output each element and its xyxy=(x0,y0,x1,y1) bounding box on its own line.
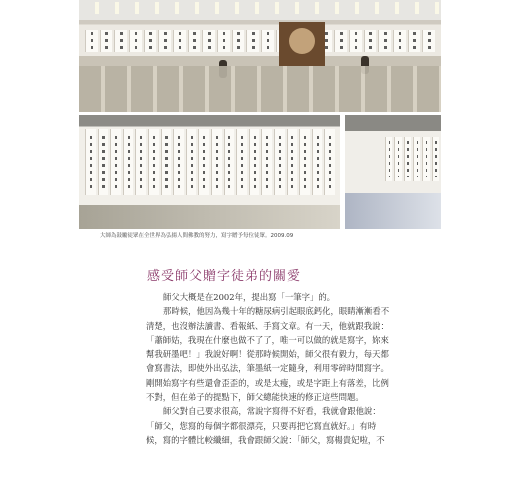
body-line: 幫我研墨吧！」我說好啊！從那時候開始，師父很有毅力，每天都 xyxy=(146,349,389,360)
ceiling-lights xyxy=(79,2,441,14)
photo-caption: 大師為鼓勵徒眾在全世界為弘揚人間佛教的努力，寫字贈予每位徒眾。2009.09 xyxy=(100,233,294,239)
body-line: 那時候，他因為幾十年的糖尿病引起眼底鈣化，眼睛漸漸看不 xyxy=(163,306,390,317)
body-line: 候，寫的字體比較纖細，我會跟師父說：「師父，寫楊貴妃啦，不 xyxy=(146,434,385,445)
article-body xyxy=(146,290,402,447)
body-line: 「師父，您寫的每個字都很漂亮，只要再把它寫直就好。」有時 xyxy=(146,420,377,431)
exhibition-tables xyxy=(79,66,441,112)
exhibition-hall-photo xyxy=(79,0,441,112)
body-line: 剛開始寫字有些還會歪歪的，或是太瘦，或是字距上有落差，比例 xyxy=(146,377,389,388)
calligraphy-wall-photo xyxy=(79,115,340,229)
corridor-photo xyxy=(345,115,441,229)
calligraphy-scrolls xyxy=(385,137,439,181)
body-line: 清楚，也沒辦法讀書、看報紙、手寫文章。有一天，他就跟我說： xyxy=(146,320,389,331)
body-line: 會寫書法，即使外出弘法，筆墨紙一定隨身，利用零碎時間寫字。 xyxy=(146,363,389,374)
section-title: 感受師父贈字徒弟的關愛 xyxy=(147,269,302,284)
calligraphy-scrolls xyxy=(85,30,435,52)
body-line: 「蕭師姑，我現在什麼也做不了了，唯一可以做的就是寫字，妳來 xyxy=(146,334,389,345)
calligraphy-scrolls xyxy=(85,129,335,195)
body-line: 師父對自己要求很高，常說字寫得不好看，我就會跟他說： xyxy=(163,406,381,417)
body-line: 不對，但在弟子的提點下，師父總能快速的修正這些問題。 xyxy=(146,392,364,403)
floor xyxy=(79,205,340,229)
wooden-cabinet xyxy=(279,22,325,66)
floor xyxy=(345,193,441,229)
body-line: 師父大概是在2002年，提出寫「一筆字」的。 xyxy=(163,292,336,302)
